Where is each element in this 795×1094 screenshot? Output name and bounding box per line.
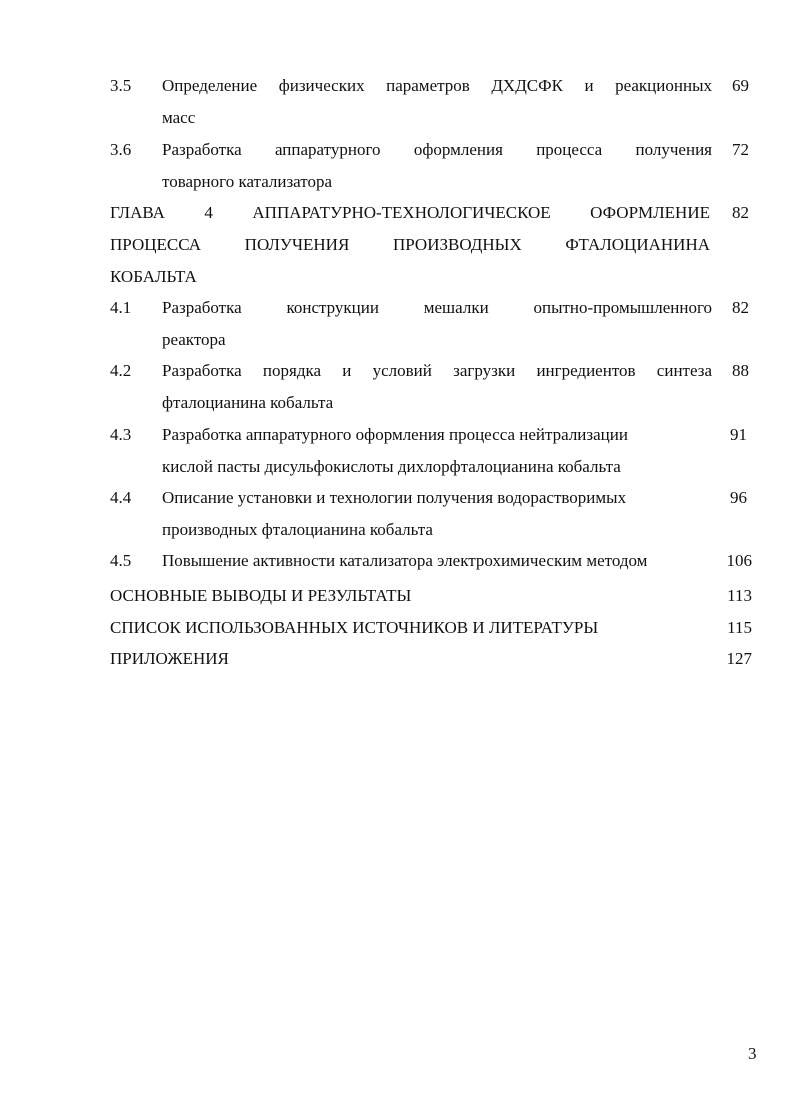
section-title: ПРИЛОЖЕНИЯ bbox=[110, 649, 229, 668]
entry-title-line: товарного катализатора bbox=[162, 172, 333, 191]
entry-page-number: 115 bbox=[727, 618, 752, 637]
entry-page-number: 72 bbox=[732, 140, 749, 159]
entry-number: 4.4 bbox=[110, 488, 132, 507]
entry-title-line: реактора bbox=[162, 330, 226, 349]
entry-page-number: 106 bbox=[726, 551, 752, 570]
entry-page-number: 88 bbox=[732, 361, 749, 380]
entry-page-number: 113 bbox=[727, 586, 752, 605]
entry-number: 4.1 bbox=[110, 298, 132, 317]
entry-number: 3.6 bbox=[110, 140, 132, 159]
entry-title-line: Определение физических параметров ДХДСФК и реакционных bbox=[162, 76, 712, 95]
section-title: ОСНОВНЫЕ ВЫВОДЫ И РЕЗУЛЬТАТЫ bbox=[110, 586, 412, 605]
entry-page-number: 82 bbox=[732, 298, 749, 317]
entry-number: 4.3 bbox=[110, 425, 132, 444]
entry-page-number: 82 bbox=[732, 203, 749, 222]
entry-title-line: Описание установки и технологии получения водорастворимых bbox=[162, 488, 627, 507]
chapter-title-line: КОБАЛЬТА bbox=[110, 267, 197, 286]
entry-title-line: Разработка аппаратурного оформления процесса получения bbox=[162, 140, 712, 159]
entry-title-line: фталоцианина кобальта bbox=[162, 393, 334, 412]
entry-title-line: Повышение активности катализатора электрохимическим методом bbox=[162, 551, 648, 570]
chapter-title-line: ПРОЦЕССА ПОЛУЧЕНИЯ ПРОИЗВОДНЫХ ФТАЛОЦИАНИНА bbox=[110, 235, 710, 254]
entry-number: 3.5 bbox=[110, 76, 132, 95]
entry-title-line: кислой пасты дисульфокислоты дихлорфталоцианина кобальта bbox=[162, 457, 621, 476]
entry-title-line: производных фталоцианина кобальта bbox=[162, 520, 433, 539]
chapter-title-line: ГЛАВА 4 АППАРАТУРНО-ТЕХНОЛОГИЧЕСКОЕ ОФОРМЛЕНИЕ bbox=[110, 203, 710, 222]
entry-title-line: масс bbox=[162, 108, 196, 127]
section-title: СПИСОК ИСПОЛЬЗОВАННЫХ ИСТОЧНИКОВ И ЛИТЕРАТУРЫ bbox=[110, 618, 599, 637]
entry-title-line: Разработка аппаратурного оформления процесса нейтрализации bbox=[162, 425, 628, 444]
entry-number: 4.5 bbox=[110, 551, 132, 570]
entry-page-number: 96 bbox=[730, 488, 747, 507]
entry-number: 4.2 bbox=[110, 361, 132, 380]
entry-page-number: 91 bbox=[730, 425, 747, 444]
entry-title-line: Разработка порядка и условий загрузки ингредиентов синтеза bbox=[162, 361, 712, 380]
entry-page-number: 127 bbox=[726, 649, 752, 668]
page-number: 3 bbox=[748, 1044, 757, 1063]
entry-page-number: 69 bbox=[732, 76, 749, 95]
entry-title-line: Разработка конструкции мешалки опытно-промышленного bbox=[162, 298, 712, 317]
